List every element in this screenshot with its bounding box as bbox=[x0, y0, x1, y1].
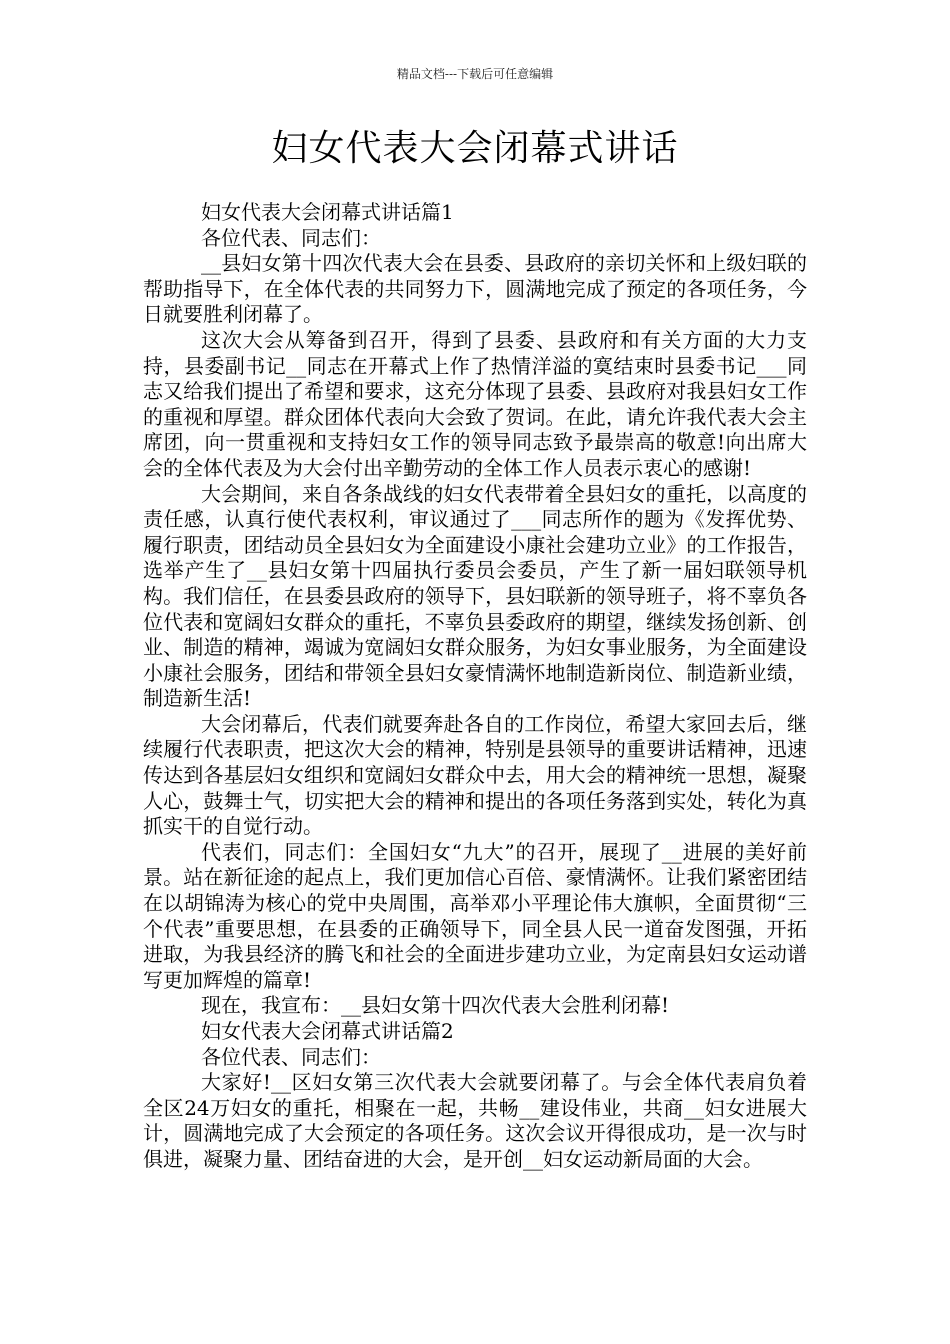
body-paragraph: 大会闭幕后，代表们就要奔赴各自的工作岗位，希望大家回去后，继续履行代表职责，把这次大会的精神，特别是县领导的重要讲话精神，迅速传达到各基层妇女组织和宽阔妇女群众中去，用大会的精神统一思想，凝聚人心，鼓舞士气，切实把大会的精神和提出的各项任务落到实处，转化为真抓实干的自觉行动。 bbox=[143, 711, 807, 839]
body-paragraph: 代表们，同志们：全国妇女“九大”的召开，展现了__进展的美好前景。站在新征途的起点上，我们更加信心百倍、豪情满怀。让我们紧密团结在以胡锦涛为核心的党中央周围，高举邓小平理论伟大旗帜，全面贯彻“三个代表”重要思想，在县委的正确领导下，同全县人民一道奋发图强，开拓进取，为我县经济的腾飞和社会的全面进步建功立业，为定南县妇女运动谱写更加辉煌的篇章! bbox=[143, 839, 807, 992]
section-heading: 妇女代表大会闭幕式讲话篇2 bbox=[201, 1019, 454, 1043]
section-heading: 妇女代表大会闭幕式讲话篇1 bbox=[201, 200, 454, 224]
body-paragraph: 现在，我宣布：__县妇女第十四次代表大会胜利闭幕! bbox=[201, 993, 670, 1018]
body-paragraph: 大家好!__区妇女第三次代表大会就要闭幕了。与会全体代表肩负着全区24万妇女的重托，相聚在一起，共畅__建设伟业，共商__妇女进展大计，圆满地完成了大会预定的各项任务。这次会议开得很成功，是一次与时俱进，凝聚力量、团结奋进的大会，是开创__妇女运动新局面的大会。 bbox=[143, 1070, 807, 1171]
body-paragraph: 这次大会从筹备到召开，得到了县委、县政府和有关方面的大力支持，县委副书记__同志在开幕式上作了热情洋溢的寞结束时县委书记___同志又给我们提出了希望和要求，这充分体现了县委、县政府对我县妇女工作的重视和厚望。群众团体代表向大会致了贺词。在此，请允许我代表大会主席团，向一贯重视和支持妇女工作的领导同志致予最崇高的敬意!向出席大会的全体代表及为大会付出辛勤劳动的全体工作人员表示衷心的感谢! bbox=[143, 327, 807, 480]
body-paragraph: 大会期间，来自各条战线的妇女代表带着全县妇女的重托，以高度的责任感，认真行使代表权利，审议通过了___同志所作的题为《发挥优势、履行职责，团结动员全县妇女为全面建设小康社会建功立业》的工作报告，选举产生了__县妇女第十四届执行委员会委员，产生了新一届妇联领导机构。我们信任，在县委县政府的领导下，县妇联新的领导班子，将不辜负各位代表和宽阔妇女群众的重托，不辜负县委政府的期望，继续发扬创新、创业、制造的精神，竭诚为宽阔妇女群众服务，为妇女事业服务，为全面建设小康社会服务，团结和带领全县妇女豪情满怀地制造新岗位、制造新业绩，制造新生活! bbox=[143, 481, 807, 711]
document-body bbox=[143, 200, 807, 1173]
salutation: 各位代表、同志们： bbox=[201, 1044, 381, 1069]
salutation: 各位代表、同志们： bbox=[201, 225, 381, 250]
header-note: 精品文档---下载后可任意编辑 bbox=[396, 67, 554, 81]
document-title: 妇女代表大会闭幕式讲话 bbox=[271, 128, 679, 169]
body-paragraph: __县妇女第十四次代表大会在县委、县政府的亲切关怀和上级妇联的帮助指导下，在全体代表的共同努力下，圆满地完成了预定的各项任务，今日就要胜利闭幕了。 bbox=[143, 251, 807, 327]
